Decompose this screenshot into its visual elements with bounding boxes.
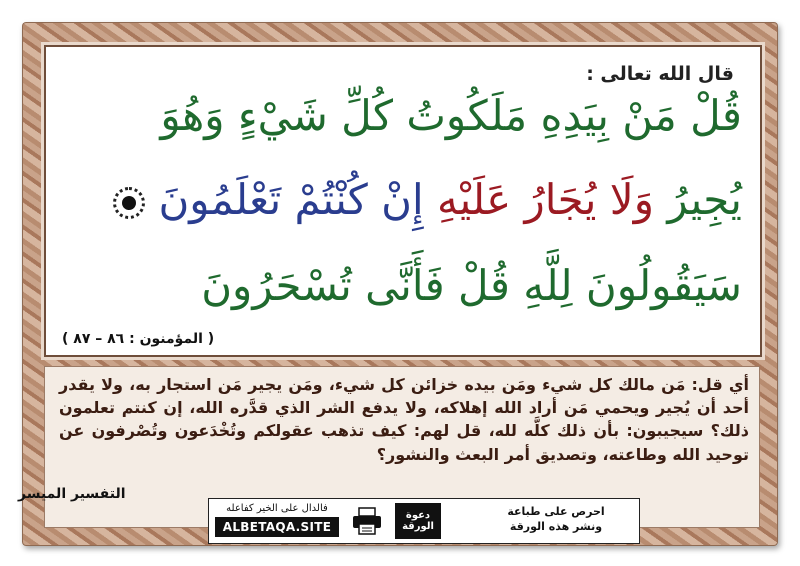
- footer-site-block: [215, 503, 339, 537]
- print-request-line-1: احرص على طباعة: [507, 505, 605, 518]
- intro-heading: قال الله تعالى :: [586, 63, 734, 85]
- verse-segment-blue: إِنْ كُنْتُمْ تَعْلَمُونَ: [158, 175, 424, 224]
- tafsir-source: التفسير الميسر: [18, 486, 126, 502]
- surah-reference: ( المؤمنون : ٨٦ – ٨٧ ): [62, 331, 215, 347]
- verse-segment-red: وَلَا يُجَارُ عَلَيْهِ: [437, 175, 654, 224]
- footer-site-link[interactable]: ALBETAQA.SITE: [215, 517, 339, 537]
- footer-banner: [208, 498, 640, 544]
- footer-print-request: [481, 505, 631, 535]
- footer-hadith: فالدال على الخير كفاعله: [226, 503, 328, 514]
- ayah-end-marker-icon: [113, 187, 145, 219]
- tafsir-text: أي قل: مَن مالك كل شيء ومَن بيده خزائن كل شيء، ومَن يجير مَن استجار به، ولا يقدر أحد أن يُجير ويحمي مَن أراد الله إهلاكه، ولا يدفع الشر الذي قدَّره الله، إن كنتم تعلمون ذلك؟ سيجيبون: بأن ذلك كلَّه لله، قل لهم: كيف تذهب عقولكم وتُخْدَعون وتُصْرفون عن توحيد الله وطاعته، وتصديق أمر البعث والنشور؟: [59, 375, 749, 464]
- verse-line-2: [64, 177, 742, 223]
- printer-icon: [351, 507, 383, 535]
- print-request-line-2: ونشر هذه الورقة: [509, 519, 603, 533]
- verse-panel: [44, 45, 762, 357]
- verse-line-1: قُلْ مَنْ بِيَدِهِ مَلَكُوتُ كُلِّ شَيْءٍ وَهُوَ: [160, 91, 742, 140]
- dawah-logo: دعوة الورقة: [395, 503, 441, 539]
- verse-line-3: سَيَقُولُونَ لِلَّهِ قُلْ فَأَنَّى تُسْحَرُونَ: [201, 261, 742, 310]
- verse-segment-green: يُجِيرُ: [667, 175, 742, 224]
